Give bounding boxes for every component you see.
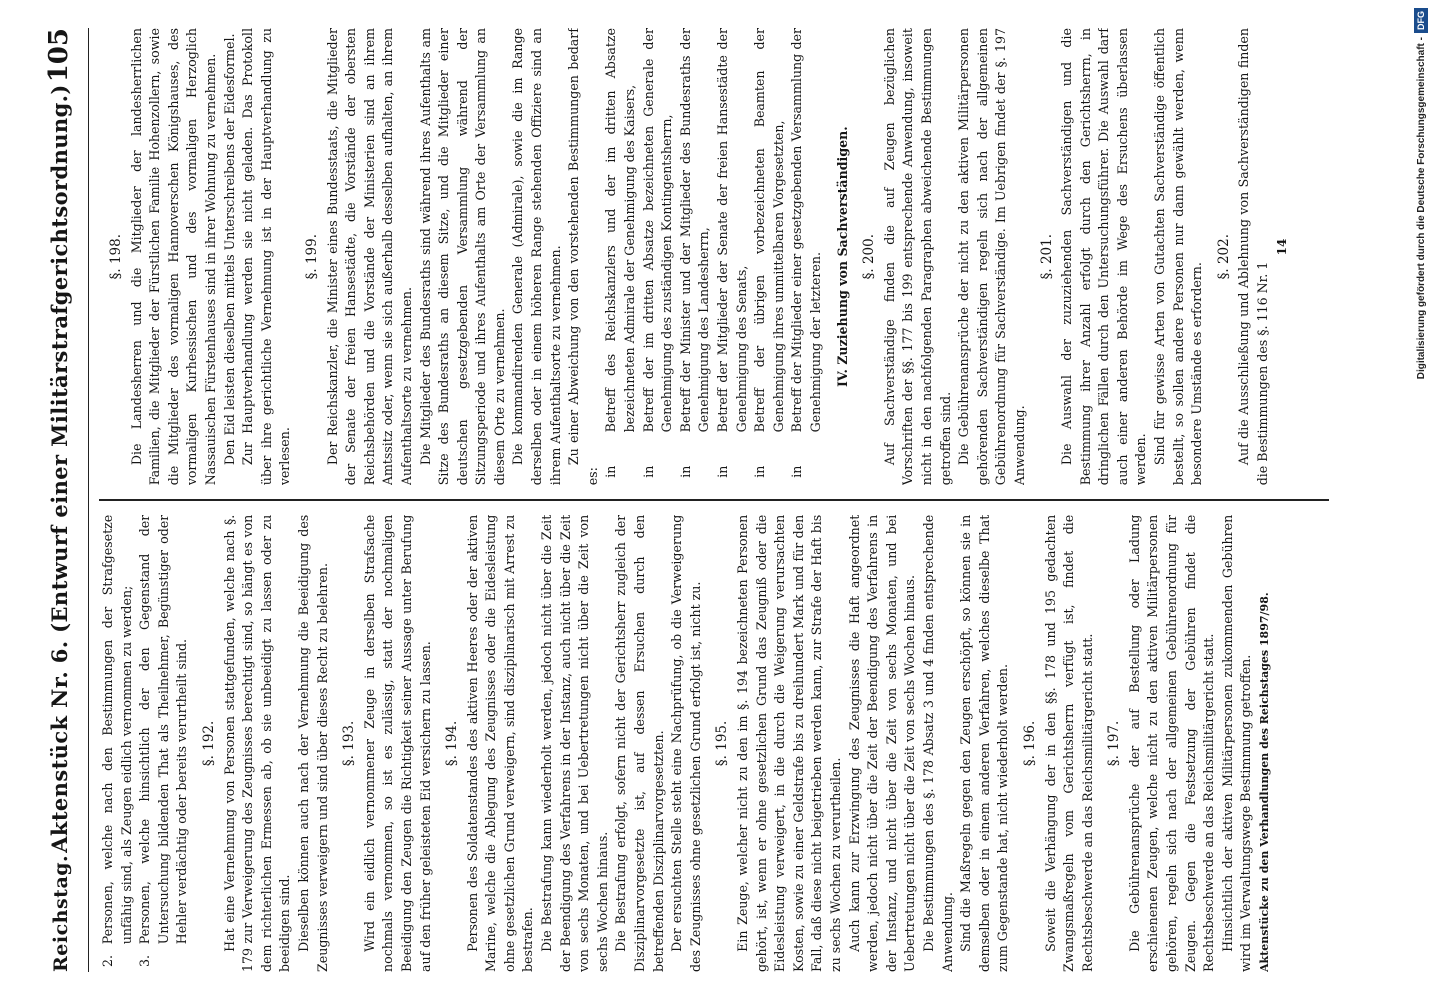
sub-item-label: in (752, 465, 768, 478)
sub-item (640, 28, 677, 485)
sub-item (677, 28, 714, 485)
sub-item-text: Betreff der übrigen vorbezeichneten Beamten der Genehmigung ihres unmittelbaren Vorgesetzten, (752, 28, 786, 433)
rotated-sheet (24, 0, 1392, 1000)
section-title: §. 198. (108, 233, 124, 280)
paragraph: Die Mitglieder des Bundesraths sind während ihres Aufenthalts am Sitze des Bundesraths an diesem Sitze, und die Mitglieder einer deutschen gesetzgebenden Versammlung während der Sitzungsperiode und ihres Aufenthalts am Orte der Versammlung an diesem Orte zu vernehmen. (417, 28, 507, 486)
item-text: Personen, welche hinsichtlich der den Gegenstand der Untersuchung bildenden That als Theilnehmer, Begünstiger oder Hehler verdächtig oder bereits verurtheilt sind. (137, 514, 190, 945)
paragraph: Die Gebührenansprüche der auf Bestellung oder Ladung erschienenen Zeugen, welche nicht zu den aktiven Militärpersonen gehören, regeln sich nach der allgemeinen Gebührenordnung für Zeugen. Gegen die Festsetzung der Gebühren findet die Rechtsbeschwerde an das Reichsmilitärgericht statt. (1126, 514, 1217, 972)
header-left: Reichstag. (50, 854, 72, 972)
paragraph: Zu einer Abweichung von den vorstehenden Bestimmungen bedarf es: (566, 28, 600, 486)
sidenote-label: Digitalisierung gefördert durch die Deutsche Forschungsgemeinschaft - (1416, 37, 1427, 380)
column-divider (99, 499, 1329, 500)
list-item (136, 515, 192, 972)
paragraph: Die Gebührenansprüche der nicht zu den aktiven Militärpersonen gehörenden Sachverständigen regeln sich nach der allgemeinen Gebührenordnung für Sachverständige. Im Uebrigen findet der §. 197 Anwendung. (956, 28, 1027, 486)
paragraph: Ein Zeuge, welcher nicht zu den im §. 194 bezeichneten Personen gehört, ist, wenn er ohne gesetzlichen Grund das Zeugniß oder die Eidesleistung verweigert, in die durch die Weigerung verursachten Kosten, sowie zu einer Geldstrafe bis zu dreihundert Mark und für den Fall, daß diese nicht beigetrieben werden kann, zur Strafe der Haft bis zu sechs Wochen zu verurtheilen. (735, 514, 843, 972)
chapter-heading: IV. Zuziehung von Sachverständigen. (834, 126, 850, 387)
sub-item-label: in (640, 465, 656, 478)
sub-item-text: Betreff der Minister und der Mitglieder des Bundesraths der Genehmigung des Landesherrn, (677, 28, 712, 433)
section-title: §. 200. (861, 233, 878, 280)
paragraph: Auf Sachverständige finden die auf Zeugen bezüglichen Vorschriften der §§. 177 bis 199 entsprechende Anwendung, insoweit nicht in den nachfolgenden Paragraphen abweichende Bestimmungen getroffen sind. (881, 28, 953, 486)
sub-item-text: Betreff der im dritten Absatze bezeichneten Generale der Genehmigung des zuständigen Kontingentsherrn, (640, 28, 675, 433)
sub-item-text: Betreff des Reichskanzlers und der im dritten Absatze bezeichneten Admirale der Genehmigung des Kaisers, (603, 28, 638, 433)
paragraph: Auch kann zur Erzwingung des Zeugnisses die Haft angeordnet werden, jedoch nicht über die Zeit der Beendigung des Verfahrens in der Instanz, und nicht über die Zeit von sechs Monaten, und bei Uebertretungen nicht über die Zeit von sechs Wochen hinaus. (846, 514, 918, 972)
section-title: §. 193. (341, 720, 358, 767)
sidenote (1411, 8, 1433, 992)
item-number: 2. (100, 954, 115, 967)
section-title: §. 192. (200, 720, 217, 767)
paragraph: Personen des Soldatenstandes des aktiven Heeres oder der aktiven Marine, welche die Ablegung des Zeugnisses oder die Eidesleistung ohne gesetzlichen Grund verweigern, sind disziplinarisch mit Arrest zu bestrafen. (464, 514, 536, 972)
paragraph: Die Bestimmungen des §. 178 Absatz 3 und 4 finden entsprechende Anwendung. (920, 514, 955, 972)
section-title: §. 196. (1021, 720, 1038, 767)
section-title: §. 197. (1106, 720, 1123, 767)
paragraph: Dieselben können auch nach der Vernehmung die Beeidigung des Zeugnisses verweigern und sind über dieses Recht zu belehren. (295, 514, 330, 972)
paragraph: Die kommandirenden Generale (Admirale), sowie die im Range derselben oder in einem höheren Range stehenden Offiziere sind an ihrem Aufenthaltsorte zu vernehmen. (510, 28, 563, 486)
paragraph: Hinsichtlich der aktiven Militärpersonen zukommenden Gebühren wird im Verwaltungswege Bestimmung getroffen. (1219, 514, 1254, 972)
paragraph: Soweit die Verhängung der in den §§. 178 und 195 gedachten Zwangsmaßregeln vom Gerichtsherrn verfügt ist, findet die Rechtsbeschwerde an das Reichsmilitärgericht statt. (1042, 514, 1095, 972)
paragraph: Sind für gewisse Arten von Gutachten Sachverständige öffentlich bestellt, so sollen andere Personen nur dann gewählt werden, wenn besondere Umstände es erfordern. (1152, 28, 1205, 486)
left-column (99, 515, 1329, 972)
paragraph: Die Landesherren und die Mitglieder der landesherrlichen Familien, die Mitglieder der Fürstlichen Familie Hohenzollern, sowie die Mitglieder des vormaligen Hannoverschen Königshauses, des vormaligen Kurhessischen und des vormaligen Herzoglich Nassauischen Fürstenhauses sind in ihrer Wohnung zu vernehmen. (128, 28, 218, 486)
paragraph: Den Eid leisten dieselben mittels Unterschreibens der Eidesformel. (221, 33, 237, 466)
paragraph: Der ersuchten Stelle steht eine Nachprüfung, ob die Verweigerung des Zeugnisses ohne gesetzlichen Grund erfolgt ist, nicht zu. (669, 514, 703, 972)
section-title: §. 199. (303, 233, 320, 280)
sub-item-label: in (715, 465, 730, 478)
item-text: Personen, welche nach den Bestimmungen der Strafgesetze unfähig sind, als Zeugen eidlich vernommen zu werden; (100, 514, 134, 945)
section-title: §. 201. (1038, 233, 1055, 280)
sub-item-label: in (603, 465, 619, 478)
sub-item-text: Betreff der Mitglieder einer gesetzgebenden Versammlung der Genehmigung der letzteren. (789, 28, 823, 433)
dfg-logo: DFG (1414, 8, 1428, 33)
paragraph: Zur Hauptverhandlung werden sie nicht geladen. Das Protokoll über ihre gerichtliche Vernehmung ist in der Hauptverhandlung zu verlesen. (240, 28, 293, 486)
sub-item (602, 28, 639, 485)
paragraph: Die Auswahl der zuzuziehenden Sachverständigen und die Bestimmung ihrer Anzahl erfolgt durch den Gerichtsherrn, in dringlichen Fällen durch den Untersuchungsführer. Die Auswahl darf auch einer anderen Behörde im Wege des Ersuchens überlassen werden. (1059, 28, 1149, 486)
section-title: §. 195. (714, 720, 731, 767)
paragraph: Die Bestrafung kann wiederholt werden, jedoch nicht über die Zeit der Beendigung des Verfahrens in der Instanz, auch nicht über die Zeit von sechs Monaten, und bei Uebertretungen nicht über die Zeit von sechs Wochen hinaus. (539, 514, 610, 972)
sub-item (788, 28, 825, 485)
item-number: 3. (137, 954, 153, 967)
sub-item (714, 28, 751, 485)
section-title: §. 202. (1215, 233, 1232, 280)
paragraph: Hat eine Vernehmung von Personen stattgefunden, welche nach §. 179 zur Verweigerung des Zeugnisses berechtigt sind, so hängt es von dem richterlichen Ermessen ab, ob sie unbeeidigt zu lassen oder zu beeidigen sind. (221, 514, 293, 972)
paragraph: Der Reichskanzler, die Minister eines Bundesstaats, die Mitglieder der Senate der freien Hansestädte, die Vorstände der obersten Reichsbehörden und die Vorstände der Ministerien sind an ihrem Amtssitz oder, wenn sie sich außerhalb desselben aufhalten, an ihrem Aufenthaltsorte zu vernehmen. (324, 28, 414, 486)
section-title: §. 194. (444, 720, 461, 767)
sub-item-label: in (789, 465, 805, 478)
list-item (99, 515, 136, 972)
sidenote-text (1411, 8, 1433, 992)
sub-item-label: in (677, 465, 693, 478)
sub-item (751, 28, 788, 485)
columns (99, 28, 1329, 972)
header-title: Aktenstück Nr. 6. (Entwurf einer Militärstrafgerichtsordnung.) (47, 84, 72, 853)
paragraph: Auf die Ausschließung und Ablehnung von Sachverständigen finden die Bestimmungen des §. 116 Nr. 1 (1236, 28, 1271, 486)
paragraph: Sind die Maßregeln gegen den Zeugen erschöpft, so können sie in demselben oder in einem anderen Verfahren, welches dieselbe That zum Gegenstande hat, nicht wiederholt werden. (958, 514, 1011, 972)
paragraph: Wird ein eidlich vernommener Zeuge in derselben Strafsache nochmals vernommen, so ist es zulässig, statt der nochmaligen Beeidigung den Zeugen die Richtigkeit seiner Aussage unter Berufung auf den früher geleisteten Eid versichern zu lassen. (361, 514, 433, 972)
sub-item-text: Betreff der Mitglieder der Senate der freien Hansestädte der Genehmigung des Senats, (715, 28, 749, 433)
right-column (99, 28, 1329, 485)
page-number: 105 (44, 28, 74, 83)
signature-mark: 14 (1274, 238, 1289, 256)
footnote: Aktenstücke zu den Verhandlungen des Reichstages 1897/98. (1258, 592, 1272, 972)
paragraph: Die Bestrafung erfolgt, sofern nicht der Gerichtsherr zugleich der Disziplinarvorgesetzte ist, auf dessen Ersuchen durch den betreffenden Disziplinarvorgesetzten. (613, 514, 666, 972)
page-header (44, 28, 89, 972)
